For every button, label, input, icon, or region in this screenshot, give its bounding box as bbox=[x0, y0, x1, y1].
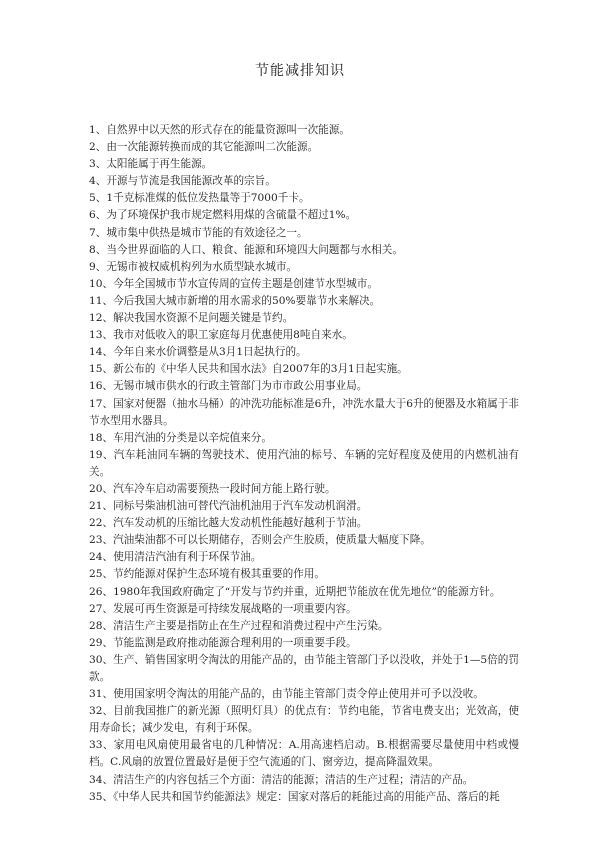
list-item: 12、解决我国水资源不足问题关键是节约。 bbox=[89, 312, 294, 325]
list-item: 4、开源与节流是我国能源改革的宗旨。 bbox=[89, 175, 276, 188]
list-item: 26、1980年我国政府确定了“开发与节约并重，近期把节能放在优先地位”的能源方针。 bbox=[89, 585, 501, 598]
list-item: 20、汽车冷车启动需要预热一段时间方能上路行驶。 bbox=[89, 482, 336, 495]
list-item: 3、太阳能属于再生能源。 bbox=[89, 158, 213, 171]
list-item: 30、生产、销售国家明令淘汰的用能产品的，由节能主管部门予以没收，并处于1—5倍的罚款。 bbox=[89, 653, 519, 683]
list-item: 6、为了环境保护我市规定燃料用煤的含硫量不超过1%。 bbox=[89, 209, 357, 222]
list-item: 9、无锡市被权威机构列为水质型缺水城市。 bbox=[89, 260, 298, 273]
list-item: 31、使用国家明令淘汰的用能产品的，由节能主管部门责令停止使用并可予以没收。 bbox=[89, 688, 484, 701]
list-item: 15、新公布的《中华人民共和国水法》自2007年的3月1日起实施。 bbox=[89, 363, 408, 376]
list-item: 21、同标号柴油机油可替代汽油机油用于汽车发动机润滑。 bbox=[89, 500, 368, 513]
list-item: 11、今后我国大城市新增的用水需求的50%要靠节水来解决。 bbox=[89, 294, 381, 307]
list-item: 2、由一次能源转换而成的其它能源叫二次能源。 bbox=[89, 141, 319, 154]
list-item: 10、今年全国城市节水宣传周的宣传主题是创建节水型城市。 bbox=[89, 277, 378, 290]
knowledge-list bbox=[89, 122, 519, 806]
list-item: 25、节约能源对保护生态环境有极其重要的作用。 bbox=[89, 568, 325, 581]
list-item: 33、家用电风扇使用最省电的几种情况：A.用高速档启动。B.根据需要尽量使用中档或慢档。C.风扇的放置位置最好是便于空气流通的门、窗旁边，提高降温效果。 bbox=[89, 739, 519, 769]
list-item: 17、国家对便器（抽水马桶）的冲洗功能标准是6升，冲洗水量大于6升的便器及水箱属于非节水型用水器具。 bbox=[89, 397, 519, 427]
list-item: 24、使用清洁汽油有利于环保节油。 bbox=[89, 551, 262, 564]
list-item: 35、《中华人民共和国节约能源法》规定：国家对落后的耗能过高的用能产品、落后的耗 bbox=[89, 790, 500, 803]
document-title: 节能减排知识 bbox=[255, 63, 345, 79]
list-item: 16、无锡市城市供水的行政主管部门为市市政公用事业局。 bbox=[89, 380, 368, 393]
list-item: 5、1千克标准煤的低位发热量等于7000千卡。 bbox=[89, 192, 310, 205]
list-item: 32、目前我国推广的新光源（照明灯具）的优点有：节约电能，节省电费支出；光效高，使用寿命长；减少发电，有利于环保。 bbox=[89, 705, 519, 735]
list-item: 22、汽车发动机的压缩比越大发动机性能越好越利于节油。 bbox=[89, 517, 368, 530]
list-item: 18、车用汽油的分类是以辛烷值来分。 bbox=[89, 431, 272, 444]
list-item: 7、城市集中供热是城市节能的有效途径之一。 bbox=[89, 226, 308, 239]
list-item: 27、发展可再生资源是可持续发展战略的一项重要内容。 bbox=[89, 602, 357, 615]
list-item: 29、节能监测是政府推动能源合理利用的一项重要手段。 bbox=[89, 636, 357, 649]
list-item: 28、清洁生产主要是指防止在生产过程和消费过程中产生污染。 bbox=[89, 619, 389, 632]
list-item: 19、汽车耗油同车辆的驾驶技术、使用汽油的标号、车辆的完好程度及使用的内燃机油有关。 bbox=[89, 448, 519, 478]
list-item: 8、当今世界面临的人口、粮食、能源和环境四大问题都与水相关。 bbox=[89, 243, 403, 256]
list-item: 13、我市对低收入的职工家庭每月优惠使用8吨自来水。 bbox=[89, 329, 353, 342]
list-item: 1、自然界中以天然的形式存在的能量资源叫一次能源。 bbox=[89, 124, 350, 136]
list-item: 23、汽油柴油都不可以长期储存，否则会产生胶质，使质量大幅度下降。 bbox=[89, 534, 431, 547]
list-item: 34、清洁生产的内容包括三个方面：清洁的能源；清洁的生产过程；清洁的产品。 bbox=[89, 773, 474, 786]
list-item: 14、今年自来水价调整是从3月1日起执行的。 bbox=[89, 346, 307, 359]
